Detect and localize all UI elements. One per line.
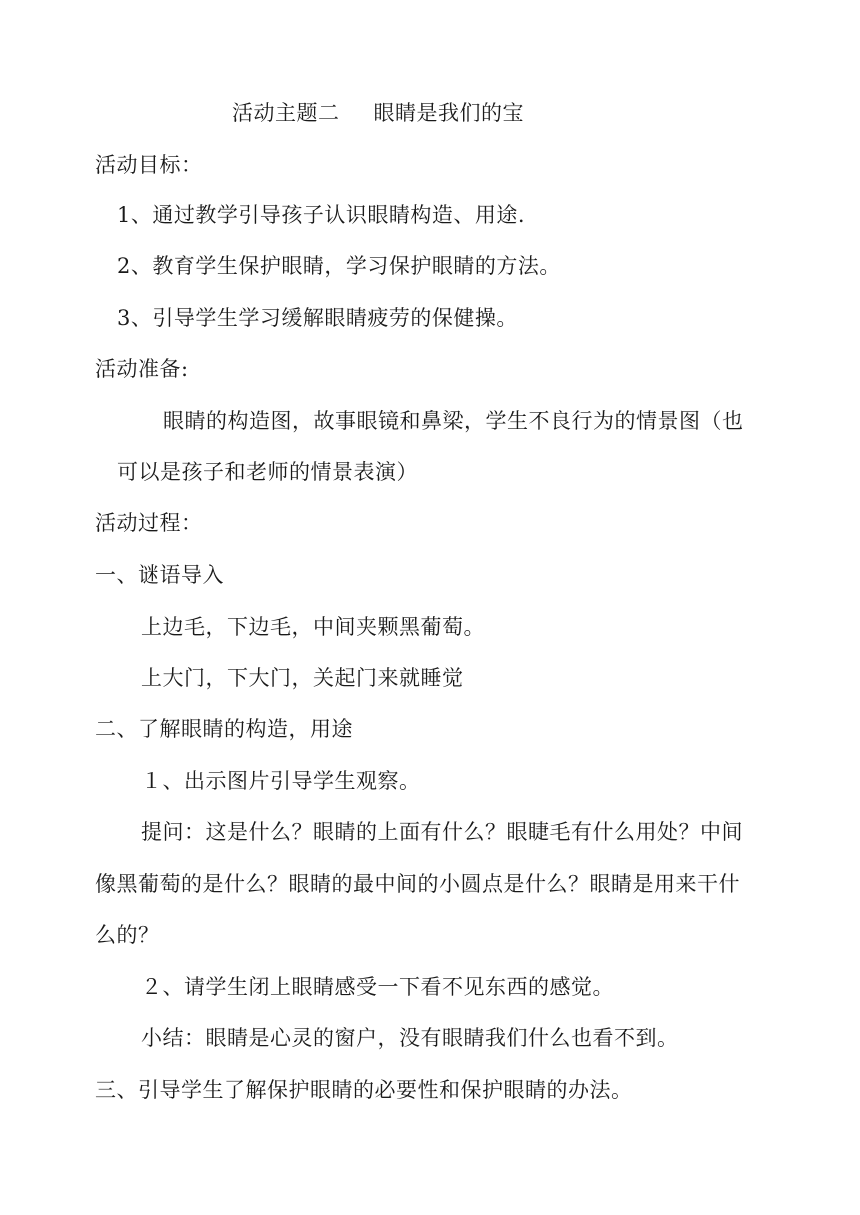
riddle-2: 上大门，下大门，关起门来就睡觉 bbox=[141, 666, 464, 690]
prep-line-2: 可以是孩子和老师的情景表演） bbox=[117, 460, 418, 484]
section-2-heading: 二、了解眼睛的构造，用途 bbox=[95, 717, 353, 741]
section-2-step-1: １、出示图片引导学生观察。 bbox=[141, 769, 421, 793]
section-1-heading: 一、谜语导入 bbox=[95, 563, 224, 587]
process-heading: 活动过程： bbox=[95, 511, 203, 535]
document-title bbox=[232, 98, 524, 128]
question-line-3: 么的？ bbox=[95, 923, 160, 947]
prep-line-1: 眼睛的构造图，故事眼镜和鼻梁，学生不良行为的情景图（也 bbox=[163, 409, 744, 433]
goal-item-3: 3、引导学生学习缓解眼睛疲劳的保健操。 bbox=[117, 306, 518, 330]
goal-item-1: 1、通过教学引导孩子认识眼睛构造、用途. bbox=[117, 203, 526, 227]
goal-item-2: 2、教育学生保护眼睛，学习保护眼睛的方法。 bbox=[117, 254, 561, 278]
prep-heading: 活动准备: bbox=[95, 357, 189, 381]
question-line-2: 像黑葡萄的是什么？眼睛的最中间的小圆点是什么？眼睛是用来干什 bbox=[95, 872, 740, 896]
section-2-summary: 小结：眼睛是心灵的窗户，没有眼睛我们什么也看不到。 bbox=[141, 1026, 679, 1050]
section-3-heading: 三、引导学生了解保护眼睛的必要性和保护眼睛的办法。 bbox=[95, 1078, 633, 1102]
question-line-1: 提问：这是什么？眼睛的上面有什么？眼睫毛有什么用处？中间 bbox=[141, 820, 743, 844]
section-2-step-2: ２、请学生闭上眼睛感受一下看不见东西的感觉。 bbox=[141, 975, 614, 999]
riddle-1: 上边毛，下边毛，中间夹颗黑葡萄。 bbox=[141, 615, 485, 639]
title-right: 眼睛是我们的宝 bbox=[373, 101, 524, 125]
goals-heading: 活动目标： bbox=[95, 153, 203, 177]
title-left: 活动主题二 bbox=[232, 101, 340, 125]
